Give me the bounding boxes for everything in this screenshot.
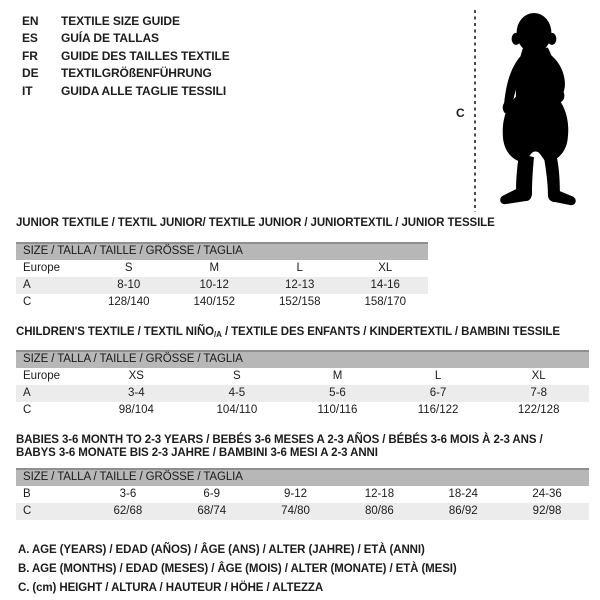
row-label: C xyxy=(16,503,86,520)
value-cell: 98/104 xyxy=(118,404,154,416)
row-label: B xyxy=(23,488,31,500)
heading-part2: / TEXTILE DES ENFANTS / KINDERTEXTIL / BAMBINI TESSILE xyxy=(221,326,560,338)
legend-age-months: B. AGE (MONTHS) / EDAD (MESES) / ÂGE (MOIS) / ALTER (MONATE) / ETÀ (MESI) xyxy=(18,563,457,575)
value-cell: 3-4 xyxy=(86,385,187,402)
language-title: TEXTILE SIZE GUIDE xyxy=(61,14,180,28)
value-cell: 6-7 xyxy=(388,385,489,402)
language-row-fr xyxy=(22,48,230,65)
heading-part1: CHILDREN'S TEXTILE / TEXTIL NIÑO xyxy=(16,326,215,338)
section-junior-textile xyxy=(16,217,600,311)
value-cell: 5-6 xyxy=(287,385,388,402)
table-header-bar xyxy=(16,243,428,260)
value-cell: 92/98 xyxy=(505,503,589,520)
children-section-heading xyxy=(16,326,600,341)
value-cell: 86/92 xyxy=(421,503,505,520)
language-row-en xyxy=(22,13,230,30)
table-row-height xyxy=(16,503,589,520)
row-label: A xyxy=(16,277,86,294)
junior-section-heading: JUNIOR TEXTILE / TEXTIL JUNIOR/ TEXTILE JUNIOR / JUNIORTEXTIL / JUNIOR TESSILE xyxy=(16,217,495,229)
row-label: C xyxy=(23,296,32,308)
size-cell: XS xyxy=(128,370,144,382)
babies-heading-line2: BABYS 3-6 MONATE BIS 2-3 JAHRE / BAMBINI 3-6 MESI A 2-3 ANNI xyxy=(16,447,378,459)
children-size-table xyxy=(16,350,589,419)
size-header-label: SIZE / TALLA / TAILLE / GRÖSSE / TAGLIA xyxy=(16,351,589,368)
size-cell: S xyxy=(233,370,241,382)
value-cell: 7-8 xyxy=(488,385,589,402)
value-cell: 158/170 xyxy=(364,296,407,308)
row-label: C xyxy=(23,404,32,416)
size-cell: XL xyxy=(531,370,546,382)
language-code: EN xyxy=(22,14,39,28)
value-cell: 152/158 xyxy=(278,296,321,308)
value-cell: 24-36 xyxy=(532,488,562,500)
heading-subscript: /A xyxy=(214,330,222,339)
language-code: DE xyxy=(22,66,39,81)
value-cell: 18-24 xyxy=(448,488,478,500)
row-label: A xyxy=(16,385,86,402)
value-cell: 122/128 xyxy=(517,404,560,416)
babies-section-heading xyxy=(16,434,600,460)
language-title: TEXTILGRÖßENFÜHRUNG xyxy=(61,66,212,81)
value-cell: 6-9 xyxy=(203,488,221,500)
value-cell: 68/74 xyxy=(170,503,254,520)
table-header-bar xyxy=(16,469,589,486)
measure-legend xyxy=(18,541,600,598)
language-code: IT xyxy=(22,83,33,98)
language-row-es xyxy=(22,30,230,47)
babies-heading-line1: BABIES 3-6 MONTH TO 2-3 YEARS / BEBÉS 3-6 MESES A 2-3 AÑOS / BÉBÉS 3-6 MOIS À 2-3 ANS / xyxy=(16,434,543,446)
language-title: GUÍA DE TALLAS xyxy=(61,31,159,46)
table-row-europe xyxy=(16,260,428,277)
size-cell: M xyxy=(209,262,220,274)
value-cell: 62/68 xyxy=(86,503,170,520)
value-cell: 3-6 xyxy=(119,488,137,500)
value-cell: 4-5 xyxy=(187,385,288,402)
table-row-months xyxy=(16,486,589,503)
legend-height-cm: C. (cm) HEIGHT / ALTURA / HAUTEUR / HÖHE / ALTEZZA xyxy=(18,582,324,594)
table-row-age xyxy=(16,385,589,402)
baby-silhouette-image xyxy=(482,8,582,212)
value-cell: 8-10 xyxy=(86,277,172,294)
row-label: Europe xyxy=(23,262,61,274)
row-label: Europe xyxy=(23,370,61,382)
value-cell: 110/116 xyxy=(317,404,358,416)
value-cell: 10-12 xyxy=(172,277,258,294)
babies-size-table xyxy=(16,468,589,520)
language-code: FR xyxy=(22,48,38,63)
section-babies-textile xyxy=(16,434,600,520)
language-code: ES xyxy=(22,31,38,46)
language-row-it xyxy=(22,83,230,100)
value-cell: 104/110 xyxy=(216,404,258,416)
size-cell: M xyxy=(332,370,343,382)
size-cell: S xyxy=(124,262,133,274)
section-children-textile xyxy=(16,326,600,419)
value-cell: 74/80 xyxy=(254,503,338,520)
junior-size-table xyxy=(16,242,428,311)
language-title: GUIDA ALLE TAGLIE TESSILI xyxy=(61,83,227,98)
value-cell: 12-13 xyxy=(257,277,343,294)
legend-age-years: A. AGE (YEARS) / EDAD (AÑOS) / ÂGE (ANS) / ALTER (JAHRE) / ETÀ (ANNI) xyxy=(18,544,425,556)
size-header-label: SIZE / TALLA / TAILLE / GRÖSSE / TAGLIA xyxy=(16,243,428,260)
language-row-de xyxy=(22,65,230,82)
table-row-europe xyxy=(16,368,589,385)
height-c-label: C xyxy=(456,106,465,120)
table-row-age xyxy=(16,277,428,294)
value-cell: 116/122 xyxy=(417,404,459,416)
language-list xyxy=(22,13,230,100)
height-dotted-line xyxy=(474,10,476,212)
value-cell: 80/86 xyxy=(337,503,421,520)
value-cell: 9-12 xyxy=(284,488,308,500)
table-row-height xyxy=(16,402,589,419)
height-measure-figure xyxy=(450,6,598,218)
table-header-bar xyxy=(16,351,589,368)
value-cell: 12-18 xyxy=(364,488,395,500)
size-cell: XL xyxy=(378,262,393,274)
value-cell: 14-16 xyxy=(343,277,429,294)
value-cell: 140/152 xyxy=(193,296,236,308)
size-cell: L xyxy=(296,262,303,274)
size-cell: L xyxy=(434,370,442,382)
size-header-label: SIZE / TALLA / TAILLE / GRÖSSE / TAGLIA xyxy=(16,469,589,486)
table-row-height xyxy=(16,294,428,311)
language-title: GUIDE DES TAILLES TEXTILE xyxy=(61,48,230,63)
value-cell: 128/140 xyxy=(107,296,150,308)
